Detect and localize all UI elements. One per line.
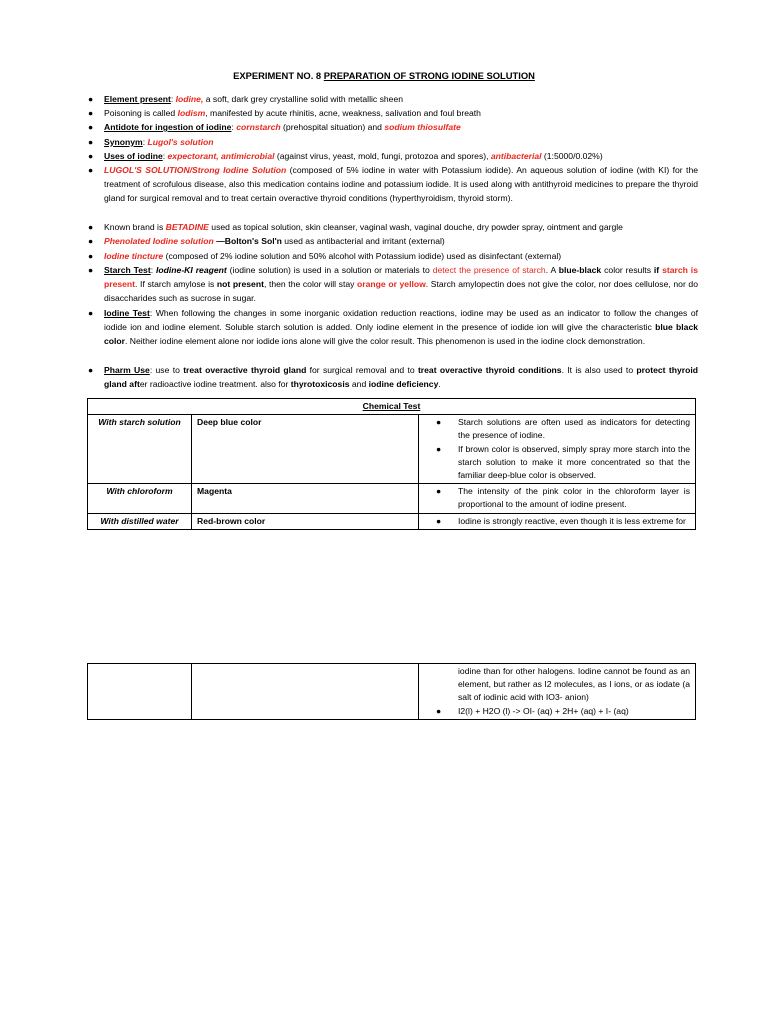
text: Known brand is [104,222,166,232]
text: use to [155,365,184,375]
note-text: If brown color is observed, simply spray more starch into the starch solution to make it more concentrated so that the familiar deep-blue color is observed. [458,443,690,481]
text: (composed of 5% iodine in water with Potassium iodide). An aqueous solution of iodine (with KI) for the treatment of scrofulous disease, also this medication contains iodine and potassium iodide. It is used along with antithyroid medicines to prepare the thyroid gland for surgical removal and to treat certain overactive thyroid conditions (hyperthyroidism, thyroid storm). [104,165,699,204]
bullet-dot-icon: ● [88,308,94,318]
text: color results [601,265,654,275]
text: . It is also used to [561,365,637,375]
test-cell: With chloroform [88,484,192,513]
text: a soft, dark grey crystalline solid with metallic sheen [203,94,404,104]
note-item [424,416,690,442]
equation-text: I2(l) + H2O (l) -> OI- (aq) + 2H+ (aq) + I- (aq) [458,705,629,716]
bullet-lugols [88,163,698,205]
sep: : [231,122,237,132]
label: Antidote for ingestion of iodine [104,122,232,132]
term: expectorant, antimicrobial [167,151,275,161]
bullet-brand [88,220,698,234]
term: antibacterial [490,151,542,161]
text: . A [545,265,559,275]
sep: : [142,137,148,147]
text: — [213,236,225,246]
bullet-element-present [88,92,698,106]
bold-text: treat overactive thyroid gland [183,365,307,375]
label: Element present [104,94,171,104]
term: Iodine tincture [104,251,164,261]
note-text: iodine than for other halogens. Iodine cannot be found as an element, but rather as I2 molecules, as I ions, or as iodate (a salt of iodinic acid with IO3- anion) [458,666,690,703]
bullet-dot-icon: ● [88,365,94,375]
bullet-synonym [88,135,698,149]
note-item [424,515,690,528]
bullet-dot-icon: ● [88,222,94,232]
chemical-test-table [87,398,696,530]
bullet-phenolated [88,234,698,248]
bullet-dot-icon: ● [436,515,442,526]
term: Lugol's solution [147,137,214,147]
term: Phenolated Iodine solution [104,236,214,246]
red-text: orange or yellow [357,279,426,290]
bullet-uses [88,149,698,163]
result-cell: Deep blue color [192,415,419,484]
bold-text: blue-black [558,265,602,275]
notes-cell [419,664,696,720]
bold-text: if [653,265,663,275]
bullet-dot-icon: ● [88,265,94,275]
note-continuation [424,665,690,705]
bullet-dot-icon: ● [88,151,94,161]
bold-text: iodine deficiency [368,379,439,390]
text: used as antibacterial and irritant (external) [281,236,445,246]
note-item [424,443,690,483]
bullet-dot-icon: ● [88,94,94,104]
text: used as topical solution, skin cleanser, vaginal wash, vaginal douche, dry powder spray, ointment and gargle [208,222,623,232]
term: BETADINE [165,222,209,232]
term: cornstarch [236,122,281,132]
label: Pharm Use [104,365,150,375]
bullet-iodine-test [88,306,698,348]
table-caption-cell [88,399,696,415]
sep: : [149,308,156,318]
sep: : [150,265,157,275]
bullet-dot-icon: ● [88,165,94,175]
text: . If starch amylose is [135,279,217,290]
bullet-dot-icon: ● [436,443,442,454]
bold-text: not present [216,279,264,290]
bullet-pharm-use [88,363,698,391]
label: Uses of iodine [104,151,163,161]
text: . [438,379,441,390]
notes-cell [419,484,696,513]
text: . Neither iodine element alone nor iodide ions alone will give the color result. This phenomenon is used in the iodine clock demonstration. [125,336,646,347]
red-text: starch is present [104,265,698,290]
text: for surgical removal and to [306,365,418,375]
text: er radioactive iodine treatment. also for [139,379,291,390]
table-row [88,415,696,484]
term: Iodine, [175,94,204,104]
text: (against virus, yeast, mold, fungi, protozoa and spores), [274,151,491,161]
label: Starch Test [104,265,151,275]
note-text: Iodine is strongly reactive, even though it is less extreme for [458,515,686,526]
table-row [88,513,696,529]
bullet-dot-icon: ● [88,108,94,118]
text: . Starch amylopectin does not give the color, nor does cellulose, nor do disaccharides such as sucrose in sugar. [104,279,698,304]
table-row [88,664,696,720]
note-text: The intensity of the pink color in the chloroform layer is proportional to the amount of iodine present. [458,486,690,510]
red-text: detect the presence of starch [432,265,546,275]
bullet-antidote [88,120,698,134]
bullet-starch-test [88,263,698,305]
result-cell: Red-brown color [192,513,419,529]
result-cell [192,664,419,720]
bullet-tincture [88,249,698,263]
bold-text: protect thyroid gland aft [104,365,698,390]
table-caption: Chemical Test [362,401,421,411]
bold-text: thyrotoxicosis [290,379,350,390]
term: Iodism [177,108,206,118]
title-prefix: EXPERIMENT NO. 8 [233,70,324,81]
chemical-test-table-continued [87,663,696,720]
bullet-dot-icon: ● [436,705,442,716]
text: and [349,379,369,390]
table-row [88,484,696,513]
bullet-dot-icon: ● [436,417,442,428]
term: LUGOL'S SOLUTION/Strong Iodine Solution [104,165,287,175]
text: (1:5000/0.02%) [541,151,603,161]
note-item [424,705,690,718]
bullet-dot-icon: ● [88,122,94,132]
test-cell: With distilled water [88,513,192,529]
bullet-dot-icon: ● [436,486,442,497]
bullet-dot-icon: ● [88,137,94,147]
bold-text: Iodine-KI reagent [156,265,227,275]
notes-cell [419,415,696,484]
text: When following the changes in some inorganic oxidation reduction reactions, iodine may be used as an indicator to follow the changes of iodide ion and iodine element. Soluble starch solution is added. Only iodine element in the presence of iodide ion will give the characteristic [104,308,698,333]
bullet-poisoning [88,106,698,120]
text: (composed of 2% iodine solution and 50% alcohol with Potassium iodide) used as disinfectant (external) [163,251,562,261]
page-title [0,70,768,81]
bullet-dot-icon: ● [88,236,94,246]
bold-text: blue black color [104,322,699,347]
text: (prehospital situation) and [280,122,385,132]
bold-text: Bolton's Sol'n [224,236,282,246]
text: , manifested by acute rhinitis, acne, weakness, salivation and foul breath [205,108,481,118]
table-caption-row [88,399,696,415]
note-text: Starch solutions are often used as indicators for detecting the presence of iodine. [458,417,690,441]
label: Synonym [104,137,143,147]
text: , then the color will stay [263,279,358,290]
bullet-dot-icon: ● [88,251,94,261]
sep: : [149,365,156,375]
sep: : [170,94,176,104]
notes-cell [419,513,696,529]
bold-text: treat overactive thyroid conditions [417,365,562,375]
text: Poisoning is called [104,108,178,118]
note-item [424,485,690,511]
sep: : [162,151,168,161]
term: sodium thiosulfate [384,122,461,132]
test-cell: With starch solution [88,415,192,484]
text: (iodine solution) is used in a solution or materials to [226,265,433,275]
test-cell [88,664,192,720]
label: Iodine Test [104,308,150,318]
title-main: PREPARATION OF STRONG IODINE SOLUTION [323,70,535,81]
result-cell: Magenta [192,484,419,513]
